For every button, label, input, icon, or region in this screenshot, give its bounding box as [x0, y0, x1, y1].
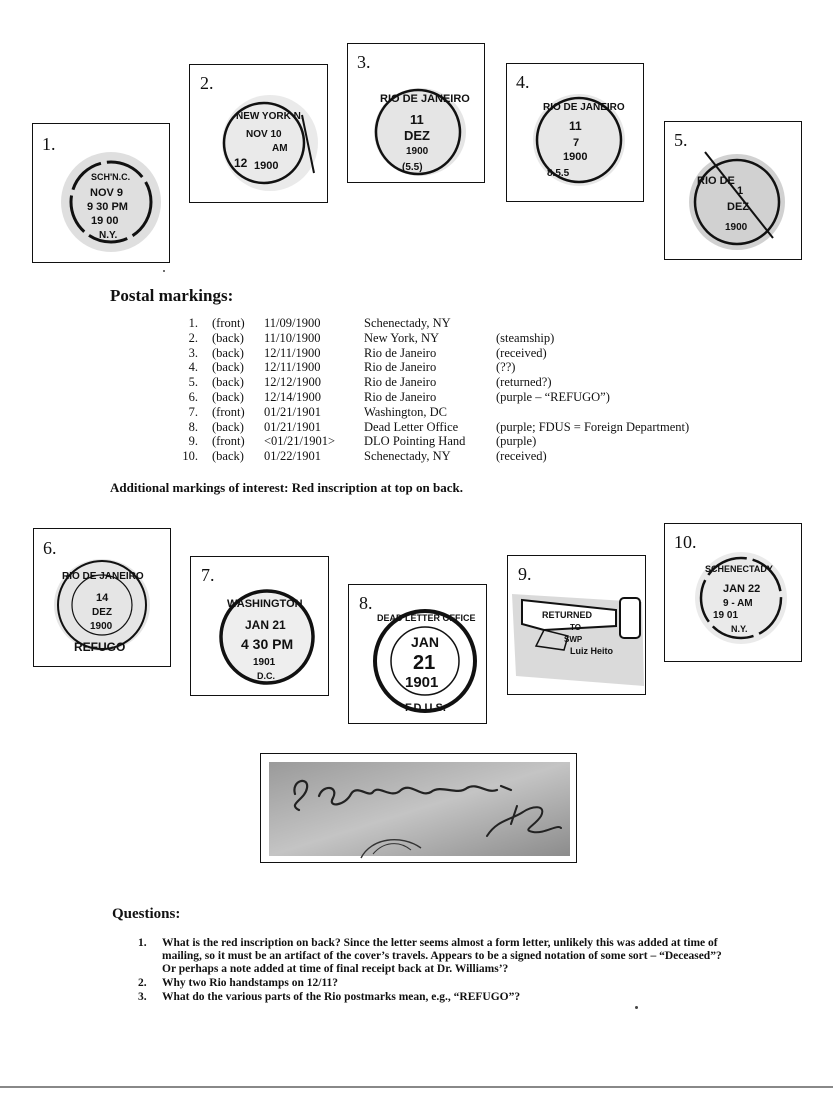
postmark-box-3: [347, 43, 485, 183]
postal-markings-heading: Postal markings:: [110, 286, 234, 305]
postmark-1-date: NOV 9: [90, 187, 124, 199]
postmark-number: 7.: [201, 565, 215, 585]
marking-side: (back): [212, 345, 244, 360]
postmark-2-year: 1900: [254, 160, 279, 172]
marking-place: Washington, DC: [364, 404, 448, 419]
marking-note: (purple): [496, 434, 537, 449]
postmark-7-year: 1901: [253, 657, 276, 668]
marking-number: 2.: [188, 330, 198, 345]
postmark-7-bottom: D.C.: [257, 671, 275, 681]
marking-number: 4.: [188, 360, 198, 375]
postmark-6-day: 14: [96, 592, 109, 604]
marking-note: (received): [496, 449, 547, 464]
marking-side: (back): [212, 389, 244, 404]
question-item: [138, 991, 728, 1004]
postmark-10-year: 19 01: [713, 610, 739, 621]
postmark-number: 6.: [43, 538, 57, 558]
marking-side: (front): [212, 434, 245, 449]
marking-row: [170, 434, 695, 449]
marking-row: [170, 390, 695, 405]
postmark-1-time: 9 30 PM: [87, 201, 128, 213]
postmark-3-bottom: (5.5): [402, 162, 423, 173]
marking-side: (back): [212, 375, 244, 390]
postmark-5-year: 1900: [725, 222, 748, 233]
postmark-9-swp: SWP: [564, 635, 583, 644]
postmark-9-name: Luiz Heito: [570, 646, 613, 656]
marking-date: 11/09/1900: [264, 316, 321, 330]
postmark-number: 3.: [357, 52, 371, 72]
postmark-box-7: [190, 556, 329, 696]
marking-date: 01/21/1901: [264, 404, 321, 419]
marking-note: [496, 316, 695, 331]
marking-date: <01/21/1901>: [264, 434, 336, 449]
marking-note: (??): [496, 360, 516, 375]
postmark-4-top: RIO DE JANEIRO: [543, 102, 625, 113]
marking-date: 12/11/1900: [264, 345, 321, 360]
postmark-image-6: [34, 529, 171, 667]
marking-place: DLO Pointing Hand: [364, 434, 466, 449]
postmark-10-time: 9 - AM: [723, 598, 753, 609]
marking-note: (steamship): [496, 330, 555, 345]
postmark-box-5: [664, 121, 802, 260]
marking-place: Rio de Janeiro: [364, 375, 437, 390]
postmark-number: 10.: [674, 532, 697, 552]
postmark-number: 8.: [359, 593, 373, 613]
marking-place: Dead Letter Office: [364, 419, 459, 434]
postmark-8-top: DEAD LETTER OFFICE: [377, 613, 476, 623]
marking-row: [170, 375, 695, 390]
question-number: 3.: [138, 991, 147, 1003]
postmark-box-6: [33, 528, 171, 667]
postmark-4-month: 7: [573, 137, 580, 149]
marking-side: (front): [212, 316, 245, 330]
question-number: 2.: [138, 977, 147, 989]
marking-date: 12/11/1900: [264, 360, 321, 375]
postmark-3-top: RIO DE JANEIRO: [380, 93, 470, 105]
postmark-6-refugo: REFUGO: [74, 640, 126, 654]
marking-note: (returned?): [496, 375, 552, 390]
postmark-4-day: 11: [569, 119, 582, 133]
postmark-5-month: DEZ: [727, 201, 749, 213]
handwritten-inscription: [261, 754, 577, 863]
postmark-number: 5.: [674, 130, 688, 150]
postmark-10-state: N.Y.: [731, 624, 748, 634]
postmark-1-year: 19 00: [91, 215, 119, 227]
postmark-image-3: [348, 44, 485, 183]
marking-place: New York, NY: [364, 330, 440, 345]
postmark-1-top: SCH'N.C.: [91, 172, 131, 182]
marking-row: [170, 360, 695, 375]
marking-date: 01/22/1901: [264, 449, 321, 464]
postmark-image-8: [349, 585, 487, 724]
question-item: [138, 937, 728, 976]
postmark-3-year: 1900: [406, 146, 429, 157]
postmark-7-top: WASHINGTON: [227, 598, 303, 610]
postmark-7-date: JAN 21: [245, 618, 286, 632]
postal-markings-table: [170, 316, 695, 464]
postmark-box-4: [506, 63, 644, 202]
marking-place: Rio de Janeiro: [364, 360, 437, 375]
marking-note: [496, 405, 695, 420]
marking-note: (received): [496, 345, 547, 360]
questions-heading: Questions:: [112, 906, 181, 922]
marking-row: [170, 331, 695, 346]
postmark-image-10: [665, 524, 802, 662]
marking-row: [170, 449, 695, 464]
marking-note: (purple – “REFUGO”): [496, 389, 610, 404]
postmark-image-4: [507, 64, 644, 202]
marking-number: 3.: [188, 345, 198, 360]
postmark-box-1: [32, 123, 170, 263]
postmark-3-month: DEZ: [404, 128, 430, 143]
postmark-image-7: [191, 557, 329, 696]
question-number: 1.: [138, 937, 147, 949]
postmark-8-year: 1901: [405, 674, 439, 691]
postmark-box-9: [507, 555, 646, 695]
postmark-6-year: 1900: [90, 621, 113, 632]
marking-side: (front): [212, 404, 245, 419]
postmark-10-date: JAN 22: [723, 583, 761, 595]
postmark-10-top: SCHENECTADY: [705, 564, 773, 574]
questions-list: [138, 937, 728, 1005]
postmark-9-returned: RETURNED: [542, 610, 593, 620]
postmark-2-hour: 12: [234, 156, 248, 170]
postmark-number: 9.: [518, 564, 532, 584]
postmark-image-5: [665, 122, 802, 260]
postmark-number: 2.: [200, 73, 214, 93]
marking-place: Rio de Janeiro: [364, 345, 437, 360]
marking-side: (back): [212, 449, 244, 464]
marking-date: 01/21/1901: [264, 419, 321, 434]
postmark-1-state: N.Y.: [99, 230, 118, 241]
marking-side: (back): [212, 419, 244, 434]
marking-date: 12/12/1900: [264, 375, 321, 390]
postmark-8-bottom: F.D.U.S.: [405, 702, 446, 714]
postmark-2-top: NEW YORK N.: [236, 111, 304, 122]
postmark-6-top: RIO DE JANEIRO: [62, 571, 144, 582]
marking-side: (back): [212, 360, 244, 375]
marking-number: 10.: [182, 449, 198, 464]
postmark-2-ampm: AM: [272, 143, 288, 154]
marking-note: (purple; FDUS = Foreign Department): [496, 419, 690, 434]
question-text: What do the various parts of the Rio postmarks mean, e.g., “REFUGO”?: [162, 991, 521, 1003]
marking-row: [170, 346, 695, 361]
marking-date: 11/10/1900: [264, 330, 321, 345]
marking-place: Rio de Janeiro: [364, 389, 437, 404]
scan-speck: [163, 270, 165, 272]
postmark-image-1: [33, 124, 170, 263]
postmark-image-2: [190, 65, 328, 203]
marking-row: [170, 316, 695, 331]
marking-number: 9.: [188, 434, 198, 449]
marking-place: Schenectady, NY: [364, 449, 451, 464]
pointing-hand-icon: [508, 556, 646, 695]
postmark-3-day: 11: [410, 112, 424, 127]
postmark-4-year: 1900: [563, 151, 588, 163]
postmark-6-month: DEZ: [92, 607, 112, 618]
question-item: [138, 977, 728, 990]
postmark-box-10: [664, 523, 802, 662]
postmark-5-top: RIO DE: [697, 175, 735, 187]
postmark-8-month: JAN: [411, 634, 440, 650]
postmark-2-date: NOV 10: [246, 129, 282, 140]
postmark-number: 4.: [516, 72, 530, 92]
postmark-4-bottom: 8.5.5: [547, 168, 570, 179]
red-inscription-image: [260, 753, 577, 863]
marking-number: 8.: [188, 419, 198, 434]
marking-number: 7.: [188, 404, 198, 419]
additional-markings: Additional markings of interest: Red inscription at top on back.: [110, 480, 463, 495]
question-text: Why two Rio handstamps on 12/11?: [162, 977, 339, 989]
marking-number: 1.: [188, 316, 198, 330]
postmark-8-day: 21: [413, 652, 436, 674]
postmark-7-time: 4 30 PM: [241, 636, 294, 652]
question-text: What is the red inscription on back? Since the letter seems almost a form letter, unlikely this was added at time of mailing, so it must be an artifact of the cover’s travels. Appears to be a signed notation of some sort – “Deceased”? Or perhaps a note added at time of final receipt back at Dr. Williams’?: [162, 937, 722, 975]
marking-number: 5.: [188, 375, 198, 390]
scan-edge: [0, 1086, 833, 1088]
marking-side: (back): [212, 330, 244, 345]
marking-row: [170, 420, 695, 435]
postmark-5-day: 1: [737, 185, 744, 197]
scan-speck: [635, 1006, 638, 1009]
postmark-box-2: [189, 64, 328, 203]
postmark-number: 1.: [42, 134, 56, 154]
marking-number: 6.: [188, 389, 198, 404]
postmark-9-to: TO: [570, 623, 581, 632]
marking-place: Schenectady, NY: [364, 316, 451, 330]
marking-row: [170, 405, 695, 420]
marking-date: 12/14/1900: [264, 389, 321, 404]
postmark-box-8: [348, 584, 487, 724]
